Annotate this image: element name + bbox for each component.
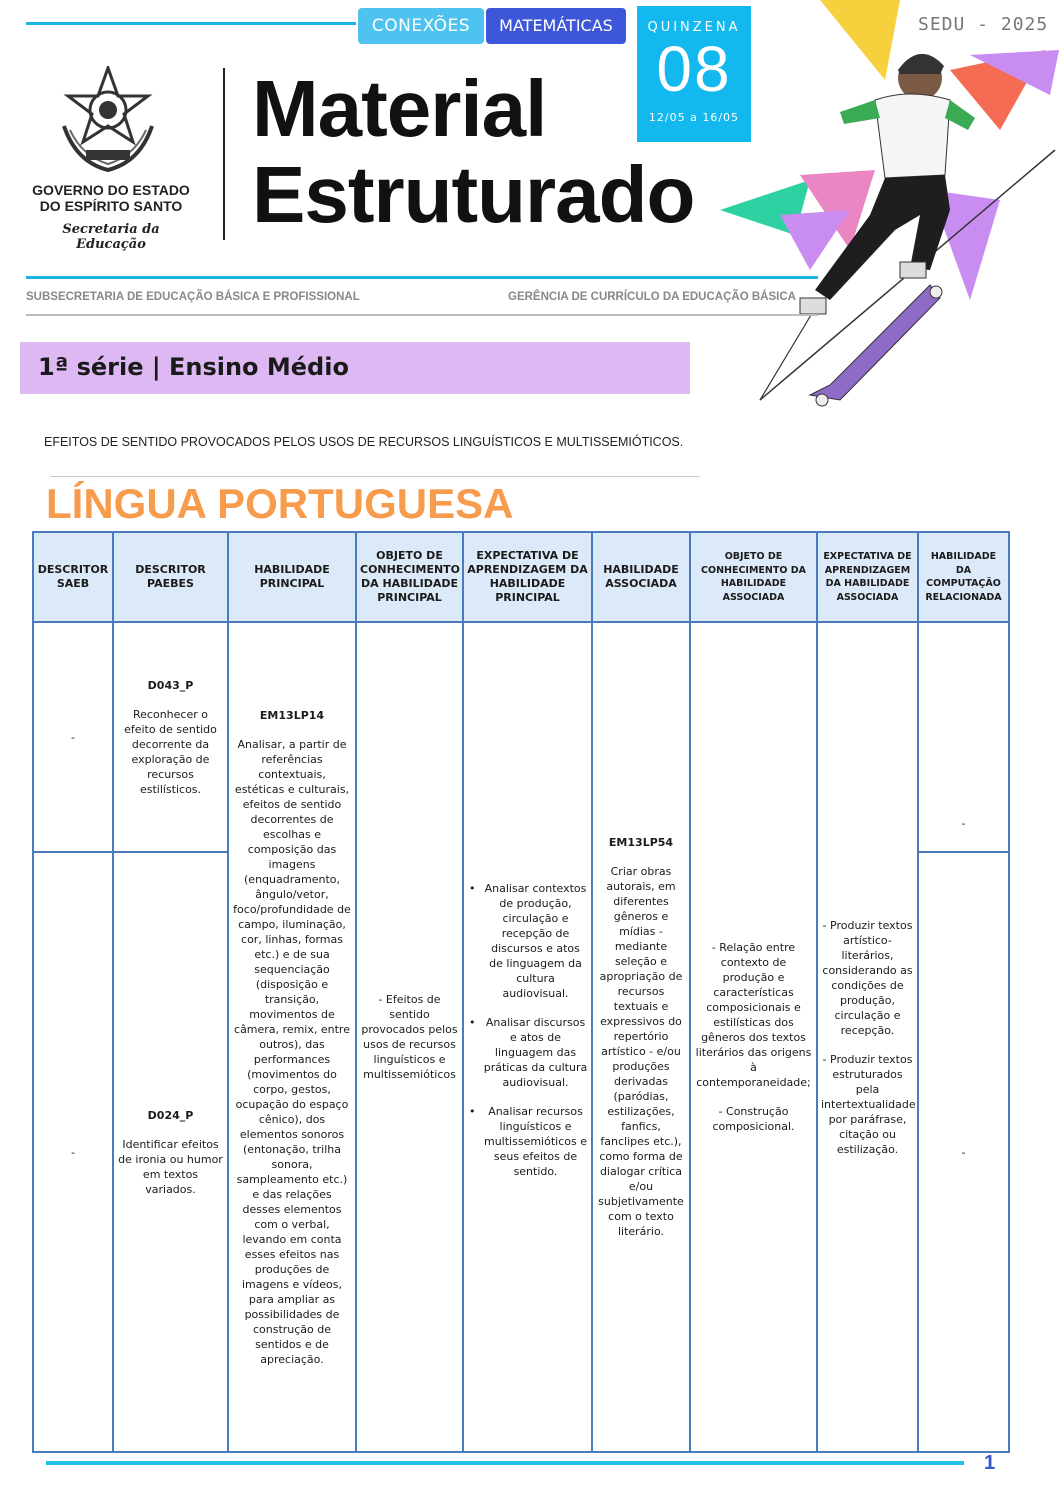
header-separator-2 [26, 314, 818, 316]
header-top-line [26, 22, 356, 25]
secretaria-name: Secretaria da Educação [62, 222, 160, 252]
subsecretaria-label: SUBSECRETARIA DE EDUCAÇÃO BÁSICA E PROFISSIONAL [26, 291, 360, 303]
serie-title: 1ª série | Ensino Médio [38, 353, 349, 381]
header-descritor-paebes: DESCRITOR PAEBES [113, 532, 228, 622]
title-line-1: Material [252, 64, 547, 153]
habilidade-principal-text: Analisar, a partir de referências contextuais, estéticas e culturais, efeitos de sentido decorrentes de escolhas e composição das imagens (enquadramento, ângulo/vetor, foco/profundidade de campo, iluminação, cor, linhas, formas etc.) e de sua sequenciação (disposição e transição, movimentos de câmera, remix, entre outros), das performances (movimentos do corpo, gestos, ocupação do espaço cênico), dos elementos sonoros (entonação, trilha sonora, sampleamento etc.) e das relações desses elementos com o verbal, levando em conta esses efeitos nas produções de imagens e vídeos, para ampliar as possibilidades de construção de sentidos e de apreciação. [233, 737, 351, 1366]
government-line-1: GOVERNO DO ESTADO [32, 182, 190, 198]
objeto-associada-item-1: - Relação entre contexto de produção e características composicionais e estilísticas dos gêneros dos textos literários das origens à contemporaneidade; [695, 941, 812, 1089]
subject-title: LÍNGUA PORTUGUESA [46, 480, 514, 527]
header-habilidade-principal: HABILIDADE PRINCIPAL [228, 532, 356, 622]
habilidade-principal-code: EM13LP14 [259, 708, 325, 722]
expectativa-associada-item-1: - Produzir textos artístico-literários, considerando as condições de produção, circulação e recepção. [822, 918, 913, 1037]
expectativa-principal-list [467, 881, 588, 1179]
habilidade-associada-text: Criar obras autorais, em diferentes gêneros e mídias - mediante seleção e apropriação de recursos textuais e expressivos do repertório artístico - e/ou produções derivadas (paródias, estilizações, fanfics, fanclipes etc.), como forma de dialogar crítica e/ou subjetivamente com o texto literário. [598, 865, 684, 1238]
paebes-code-1: D043_P [147, 678, 194, 692]
paebes-cell-2 [113, 852, 228, 1452]
skater-illustration [700, 0, 1059, 420]
header-expectativa-principal: EXPECTATIVA DE APRENDIZAGEM DA HABILIDADE PRINCIPAL [463, 532, 592, 622]
header-divider [223, 68, 225, 240]
conexoes-tag: CONEXÕES [358, 8, 484, 44]
list-item: • Analisar recursos linguísticos e multissemióticos e seus efeitos de sentido. [469, 1105, 587, 1178]
header-objeto-principal: OBJETO DE CONHECIMENTO DA HABILIDADE PRINCIPAL [356, 532, 463, 622]
government-line-2: DO ESPÍRITO SANTO [39, 198, 183, 214]
habilidade-associada-cell [592, 622, 690, 1452]
page-title [252, 66, 694, 238]
paebes-code-2: D024_P [147, 1108, 194, 1122]
header-expectativa-associada: EXPECTATIVA DE APRENDIZAGEM DA HABILIDADE ASSOCIADA [817, 532, 918, 622]
paebes-text-1: Reconhecer o efeito de sentido decorrente da exploração de recursos estilísticos. [124, 707, 217, 796]
quinzena-dates: 12/05 a 16/05 [648, 111, 740, 124]
matematicas-tag: MATEMÁTICAS [486, 8, 626, 44]
quinzena-label: QUINZENA [647, 20, 741, 35]
table-header-row [33, 532, 1009, 622]
list-item: • Analisar contextos de produção, circulação e recepção de discursos e atos de linguagem da cultura audiovisual. [469, 882, 587, 1000]
effects-heading: EFEITOS DE SENTIDO PROVOCADOS PELOS USOS DE RECURSOS LINGUÍSTICOS E MULTISSEMIÓTICOS. [44, 435, 684, 449]
page-number: 1 [984, 1452, 996, 1474]
quinzena-number: 08 [656, 33, 732, 105]
objeto-associada-item-2: - Construção composicional. [712, 1105, 795, 1133]
saeb-cell-1: - [33, 622, 113, 852]
paebes-cell-1 [113, 622, 228, 852]
curriculum-table [32, 531, 1010, 1453]
objeto-principal-cell: - Efeitos de sentido provocados pelos usos de recursos linguísticos e multissemióticos [356, 622, 463, 1452]
header-habilidade-associada: HABILIDADE ASSOCIADA [592, 532, 690, 622]
title-line-2: Estruturado [252, 150, 695, 239]
paebes-text-2: Identificar efeitos de ironia ou humor em textos variados. [118, 1137, 223, 1196]
sedu-label: SEDU - 2025 [918, 14, 1049, 35]
expectativa-associada-cell [817, 622, 918, 1452]
computacao-cell-2: - [918, 852, 1009, 1452]
state-seal-icon [56, 66, 160, 176]
list-item: • Analisar discursos e atos de linguagem das práticas da cultura audiovisual. [469, 1016, 588, 1089]
expectativa-associada-item-2: - Produzir textos estruturados pela intertextualidade por paráfrase, citação ou estilização. [821, 1052, 916, 1156]
computacao-cell-1: - [918, 622, 1009, 852]
footer-line [46, 1461, 964, 1465]
saeb-cell-2: - [33, 852, 113, 1452]
gerencia-label: GERÊNCIA DE CURRÍCULO DA EDUCAÇÃO BÁSICA [508, 291, 796, 303]
table-row [33, 622, 1009, 852]
effects-underline [50, 476, 700, 477]
habilidade-associada-code: EM13LP54 [608, 836, 674, 849]
objeto-associada-cell [690, 622, 817, 1452]
header-descritor-saeb: DESCRITOR SAEB [33, 532, 113, 622]
expectativa-principal-cell [463, 622, 592, 1452]
header-objeto-associada: OBJETO DE CONHECIMENTO DA HABILIDADE ASSOCIADA [690, 532, 817, 622]
government-name [26, 182, 196, 214]
header-separator [26, 276, 818, 279]
header-computacao: HABILIDADE DA COMPUTAÇÃO RELACIONADA [918, 532, 1009, 622]
habilidade-principal-cell [228, 622, 356, 1452]
